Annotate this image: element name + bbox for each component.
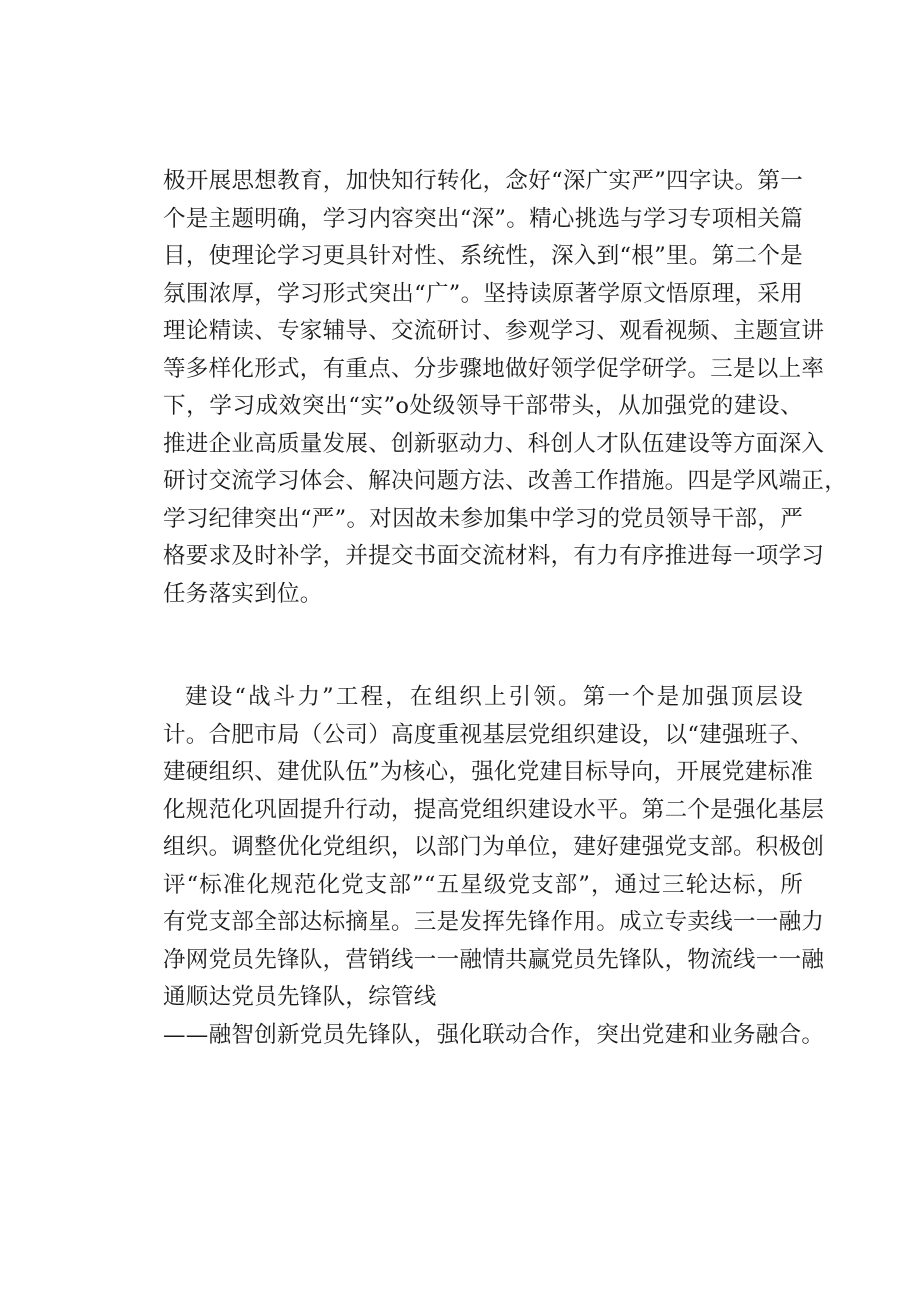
paragraph-line: 个是主题明确，学习内容突出“深”。精心挑选与学习专项相关篇 xyxy=(163,205,803,232)
paragraph-line: 学习纪律突出“严”。对因故未参加集中学习的党员领导干部，严 xyxy=(163,505,803,532)
paragraph-line: 研讨交流学习体会、解决问题方法、改善工作措施。四是学风端正， xyxy=(163,468,848,494)
paragraph-line: 目，使理论学习更具针对性、系统性，深入到“根”里。第二个是 xyxy=(163,243,803,269)
paragraph-line: 氛围浓厚，学习形式突出“广”。坚持读原著学原文悟原理，采用 xyxy=(163,280,803,307)
paragraph-line: 任务落实到位。 xyxy=(163,580,323,607)
paragraph-line: 有党支部全部达标摘星。三是发挥先锋作用。成立专卖线一一融力 xyxy=(163,909,825,935)
paragraph-line: 极开展思想教育，加快知行转化，念好“深广实严”四字诀。第一 xyxy=(163,168,803,194)
paragraph-line: 通顺达党员先锋队，综管线 xyxy=(163,984,437,1010)
paragraph-organization-building xyxy=(163,679,825,1054)
paragraph-line: 下，学习成效突出“实”o处级领导干部带头，从加强党的建设、 xyxy=(163,393,803,419)
paragraph-line: 推进企业高质量发展、创新驱动力、科创人才队伍建设等方面深入 xyxy=(163,430,825,457)
paragraph-line: 净网党员先锋队，营销线一一融情共赢党员先锋队，物流线一一融 xyxy=(163,946,825,973)
paragraph-line: 化规范化巩固提升行动，提高党组织建设水平。第二个是强化基层 xyxy=(163,796,825,823)
paragraph-line: 格要求及时补学，并提交书面交流材料，有力有序推进每一项学习 xyxy=(163,543,825,569)
paragraph-line: 建硬组织、建优队伍”为核心，强化党建目标导向，开展党建标准 xyxy=(163,759,814,785)
paragraph-line: ——融智创新党员先锋队，强化联动合作，突出党建和业务融合。 xyxy=(163,1021,825,1048)
paragraph-line: 计。合肥市局（公司）高度重视基层党组织建设，以“建强班子、 xyxy=(163,721,814,748)
paragraph-line: 评“标准化规范化党支部”“五星级党支部”，通过三轮达标，所 xyxy=(163,871,803,898)
paragraph-line: 理论精读、专家辅导、交流研讨、参观学习、观看视频、主题宣讲 xyxy=(163,318,825,344)
paragraph-line: 组织。调整优化党组织，以部门为单位，建好建强党支部。积极创 xyxy=(163,834,825,860)
paragraph-line: 建设“战斗力”工程，在组织上引领。第一个是加强顶层设 xyxy=(185,684,803,710)
paragraph-study-education xyxy=(163,163,848,613)
paragraph-line: 等多样化形式，有重点、分步骤地做好领学促学研学。三是以上率 xyxy=(163,355,825,382)
